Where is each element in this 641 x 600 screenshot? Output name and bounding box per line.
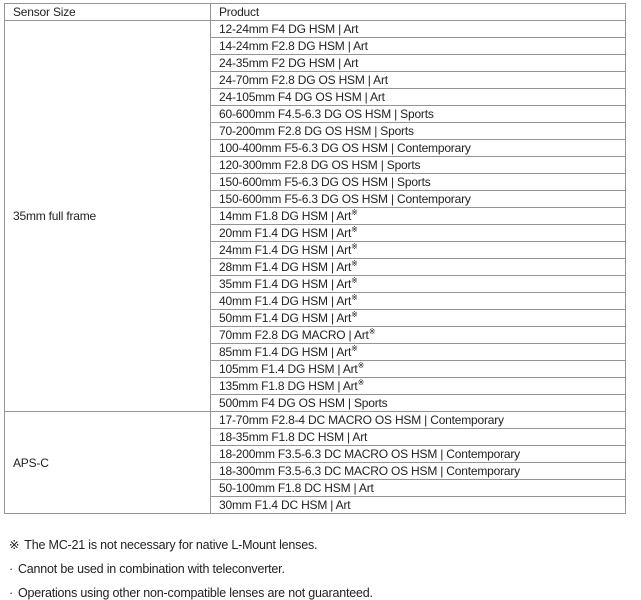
- product-cell: 20mm F1.4 DG HSM | Art※: [211, 225, 626, 242]
- footnote-bullet-icon: ※: [9, 538, 20, 552]
- note-reference-mark-icon: ※: [351, 259, 358, 268]
- footnote-bullet-icon: ·: [9, 562, 13, 576]
- column-header-product: Product: [211, 4, 626, 21]
- product-cell: 105mm F1.4 DG HSM | Art※: [211, 361, 626, 378]
- note-reference-mark-icon: ※: [351, 344, 358, 353]
- lens-compatibility-table: [4, 3, 626, 514]
- footnote-text: The MC-21 is not necessary for native L-Mount lenses.: [24, 538, 318, 552]
- note-reference-mark-icon: ※: [357, 361, 365, 370]
- table-row: [5, 21, 626, 38]
- product-cell: 18-35mm F1.8 DC HSM | Art: [211, 429, 626, 446]
- note-reference-mark-icon: ※: [351, 225, 358, 234]
- product-cell: 24mm F1.4 DG HSM | Art※: [211, 242, 626, 259]
- product-cell: 40mm F1.4 DG HSM | Art※: [211, 293, 626, 310]
- product-cell: 14mm F1.8 DG HSM | Art※: [211, 208, 626, 225]
- product-cell: 14-24mm F2.8 DG HSM | Art: [211, 38, 626, 55]
- product-cell: 500mm F4 DG OS HSM | Sports: [211, 395, 626, 412]
- note-reference-mark-icon: ※: [351, 208, 358, 217]
- product-cell: 35mm F1.4 DG HSM | Art※: [211, 276, 626, 293]
- sensor-size-cell: 35mm full frame: [5, 21, 211, 412]
- product-cell: 100-400mm F5-6.3 DG OS HSM | Contemporary: [211, 140, 626, 157]
- note-reference-mark-icon: ※: [351, 293, 358, 302]
- product-cell: 85mm F1.4 DG HSM | Art※: [211, 344, 626, 361]
- product-cell: 70-200mm F2.8 DG OS HSM | Sports: [211, 123, 626, 140]
- note-reference-mark-icon: ※: [351, 276, 358, 285]
- product-cell: 120-300mm F2.8 DG OS HSM | Sports: [211, 157, 626, 174]
- footnote-text: Cannot be used in combination with teleconverter.: [17, 562, 285, 576]
- footnote-text: Operations using other non-compatible lenses are not guaranteed.: [17, 586, 373, 600]
- product-cell: 70mm F2.8 DG MACRO | Art※: [211, 327, 626, 344]
- product-cell: 18-200mm F3.5-6.3 DC MACRO OS HSM | Contemporary: [211, 446, 626, 463]
- footnote: [9, 538, 641, 552]
- product-cell: 28mm F1.4 DG HSM | Art※: [211, 259, 626, 276]
- table-row: [5, 412, 626, 429]
- note-reference-mark-icon: ※: [368, 327, 376, 336]
- product-cell: 150-600mm F5-6.3 DG OS HSM | Contemporary: [211, 191, 626, 208]
- product-cell: 18-300mm F3.5-6.3 DC MACRO OS HSM | Contemporary: [211, 463, 626, 480]
- table-header-row: [5, 4, 626, 21]
- product-cell: 12-24mm F4 DG HSM | Art: [211, 21, 626, 38]
- product-cell: 50-100mm F1.8 DC HSM | Art: [211, 480, 626, 497]
- product-cell: 30mm F1.4 DC HSM | Art: [211, 497, 626, 514]
- product-cell: 17-70mm F2.8-4 DC MACRO OS HSM | Contemporary: [211, 412, 626, 429]
- footnote: [9, 586, 641, 600]
- note-reference-mark-icon: ※: [351, 310, 358, 319]
- product-cell: 24-70mm F2.8 DG OS HSM | Art: [211, 72, 626, 89]
- column-header-sensor-size: Sensor Size: [5, 4, 211, 21]
- product-cell: 50mm F1.4 DG HSM | Art※: [211, 310, 626, 327]
- footnote: [9, 562, 641, 576]
- sensor-size-cell: APS-C: [5, 412, 211, 514]
- product-cell: 24-105mm F4 DG OS HSM | Art: [211, 89, 626, 106]
- product-cell: 24-35mm F2 DG HSM | Art: [211, 55, 626, 72]
- product-cell: 60-600mm F4.5-6.3 DG OS HSM | Sports: [211, 106, 626, 123]
- note-reference-mark-icon: ※: [357, 378, 365, 387]
- note-reference-mark-icon: ※: [351, 242, 358, 251]
- footnote-bullet-icon: ·: [9, 586, 13, 600]
- product-cell: 150-600mm F5-6.3 DG OS HSM | Sports: [211, 174, 626, 191]
- product-cell: 135mm F1.8 DG HSM | Art※: [211, 378, 626, 395]
- footnotes: [9, 538, 641, 600]
